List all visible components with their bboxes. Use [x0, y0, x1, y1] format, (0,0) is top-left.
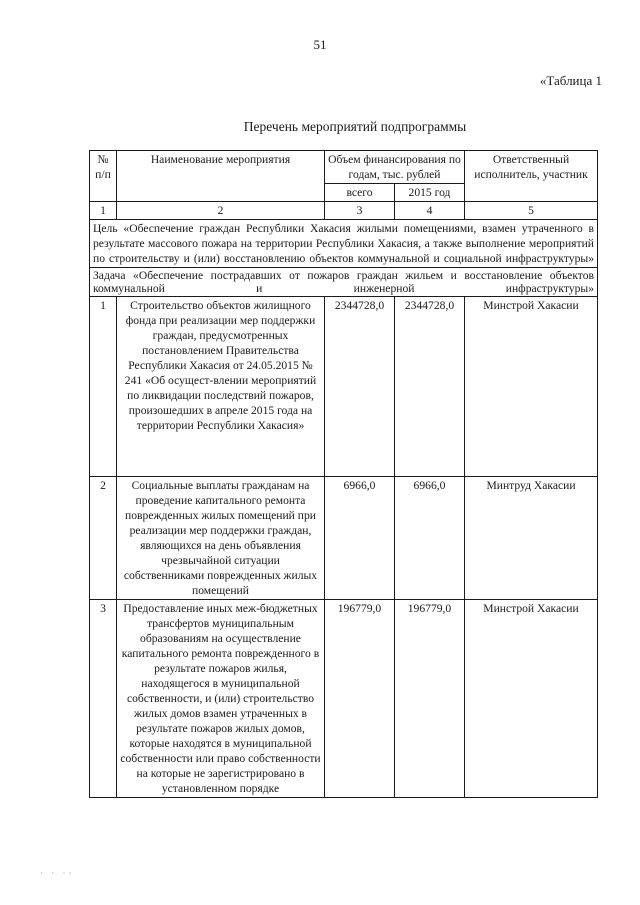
- row-measure-name: Социальные выплаты гражданам на проведение капитального ремонта поврежденных жилых помещений при реализации мер поддержки граждан, являющихся на день объявления чрезвычайной ситуации собственниками поврежденных жилых помещений: [117, 477, 325, 600]
- column-number: 4: [395, 202, 465, 220]
- row-number: 3: [90, 600, 117, 798]
- goal-text: Цель «Обеспечение граждан Республики Хакасия жилыми помещениями, взамен утраченного в результате массового пожара на территории Республики Хакасия, а также выполнение мероприятий по строительству и (или) восстановлению объектов коммунальной и социальной инфраструктуры»: [90, 220, 598, 268]
- measures-table: [89, 150, 598, 798]
- row-responsible: Минтруд Хакасии: [465, 477, 598, 600]
- header-name: Наименование мероприятия: [117, 151, 325, 202]
- page-title: Перечень мероприятий подпрограммы: [243, 119, 467, 134]
- header-total: всего: [325, 184, 395, 202]
- column-number: 5: [465, 202, 598, 220]
- row-year: 2344728,0: [395, 297, 465, 477]
- goal-row: [90, 220, 598, 268]
- table-header-row: [90, 151, 598, 184]
- header-finance: Объем финансирования по годам, тыс. рублей: [325, 151, 465, 184]
- scan-artifact: · · ··: [40, 868, 75, 878]
- header-num: № п/п: [90, 151, 117, 202]
- page-number: 51: [313, 37, 327, 52]
- row-responsible: Минстрой Хакасии: [465, 297, 598, 477]
- row-measure-name: Предоставление иных меж-бюджетных трансфертов муниципальным образованиям на осуществление капитального ремонта поврежденного в результате пожаров жилья, находящегося в муниципальной собственности, и (или) строительство жилых домов взамен утраченных в результате пожаров жилых домов, которые находятся в муниципальной собственности или право собственности на которые не зарегистрировано в установленном порядке: [117, 600, 325, 798]
- header-responsible: Ответственный исполнитель, участник: [465, 151, 598, 202]
- column-number: 1: [90, 202, 117, 220]
- row-number: 2: [90, 477, 117, 600]
- row-total: 6966,0: [325, 477, 395, 600]
- table-row: [90, 477, 598, 600]
- column-number: 2: [117, 202, 325, 220]
- column-number-row: [90, 202, 598, 220]
- table-label: «Таблица 1: [539, 73, 602, 88]
- row-year: 196779,0: [395, 600, 465, 798]
- table-row: [90, 600, 598, 798]
- row-total: 2344728,0: [325, 297, 395, 477]
- column-number: 3: [325, 202, 395, 220]
- header-year: 2015 год: [395, 184, 465, 202]
- row-measure-name: Строительство объектов жилищного фонда при реализации мер поддержки граждан, предусмотренных постановлением Правительства Республики Хакасия от 24.05.2015 № 241 «Об осущест-влении мероприятий по ликвидации последствий пожаров, произошедших в апреле 2015 года на территории Республики Хакасия»: [117, 297, 325, 477]
- table-row: [90, 297, 598, 477]
- row-responsible: Минстрой Хакасии: [465, 600, 598, 798]
- task-row: [90, 268, 598, 297]
- row-total: 196779,0: [325, 600, 395, 798]
- row-number: 1: [90, 297, 117, 477]
- task-text: Задача «Обеспечение пострадавших от пожаров граждан жильем и восстановление объектов коммунальной и инженерной инфраструктуры»: [90, 268, 598, 297]
- row-year: 6966,0: [395, 477, 465, 600]
